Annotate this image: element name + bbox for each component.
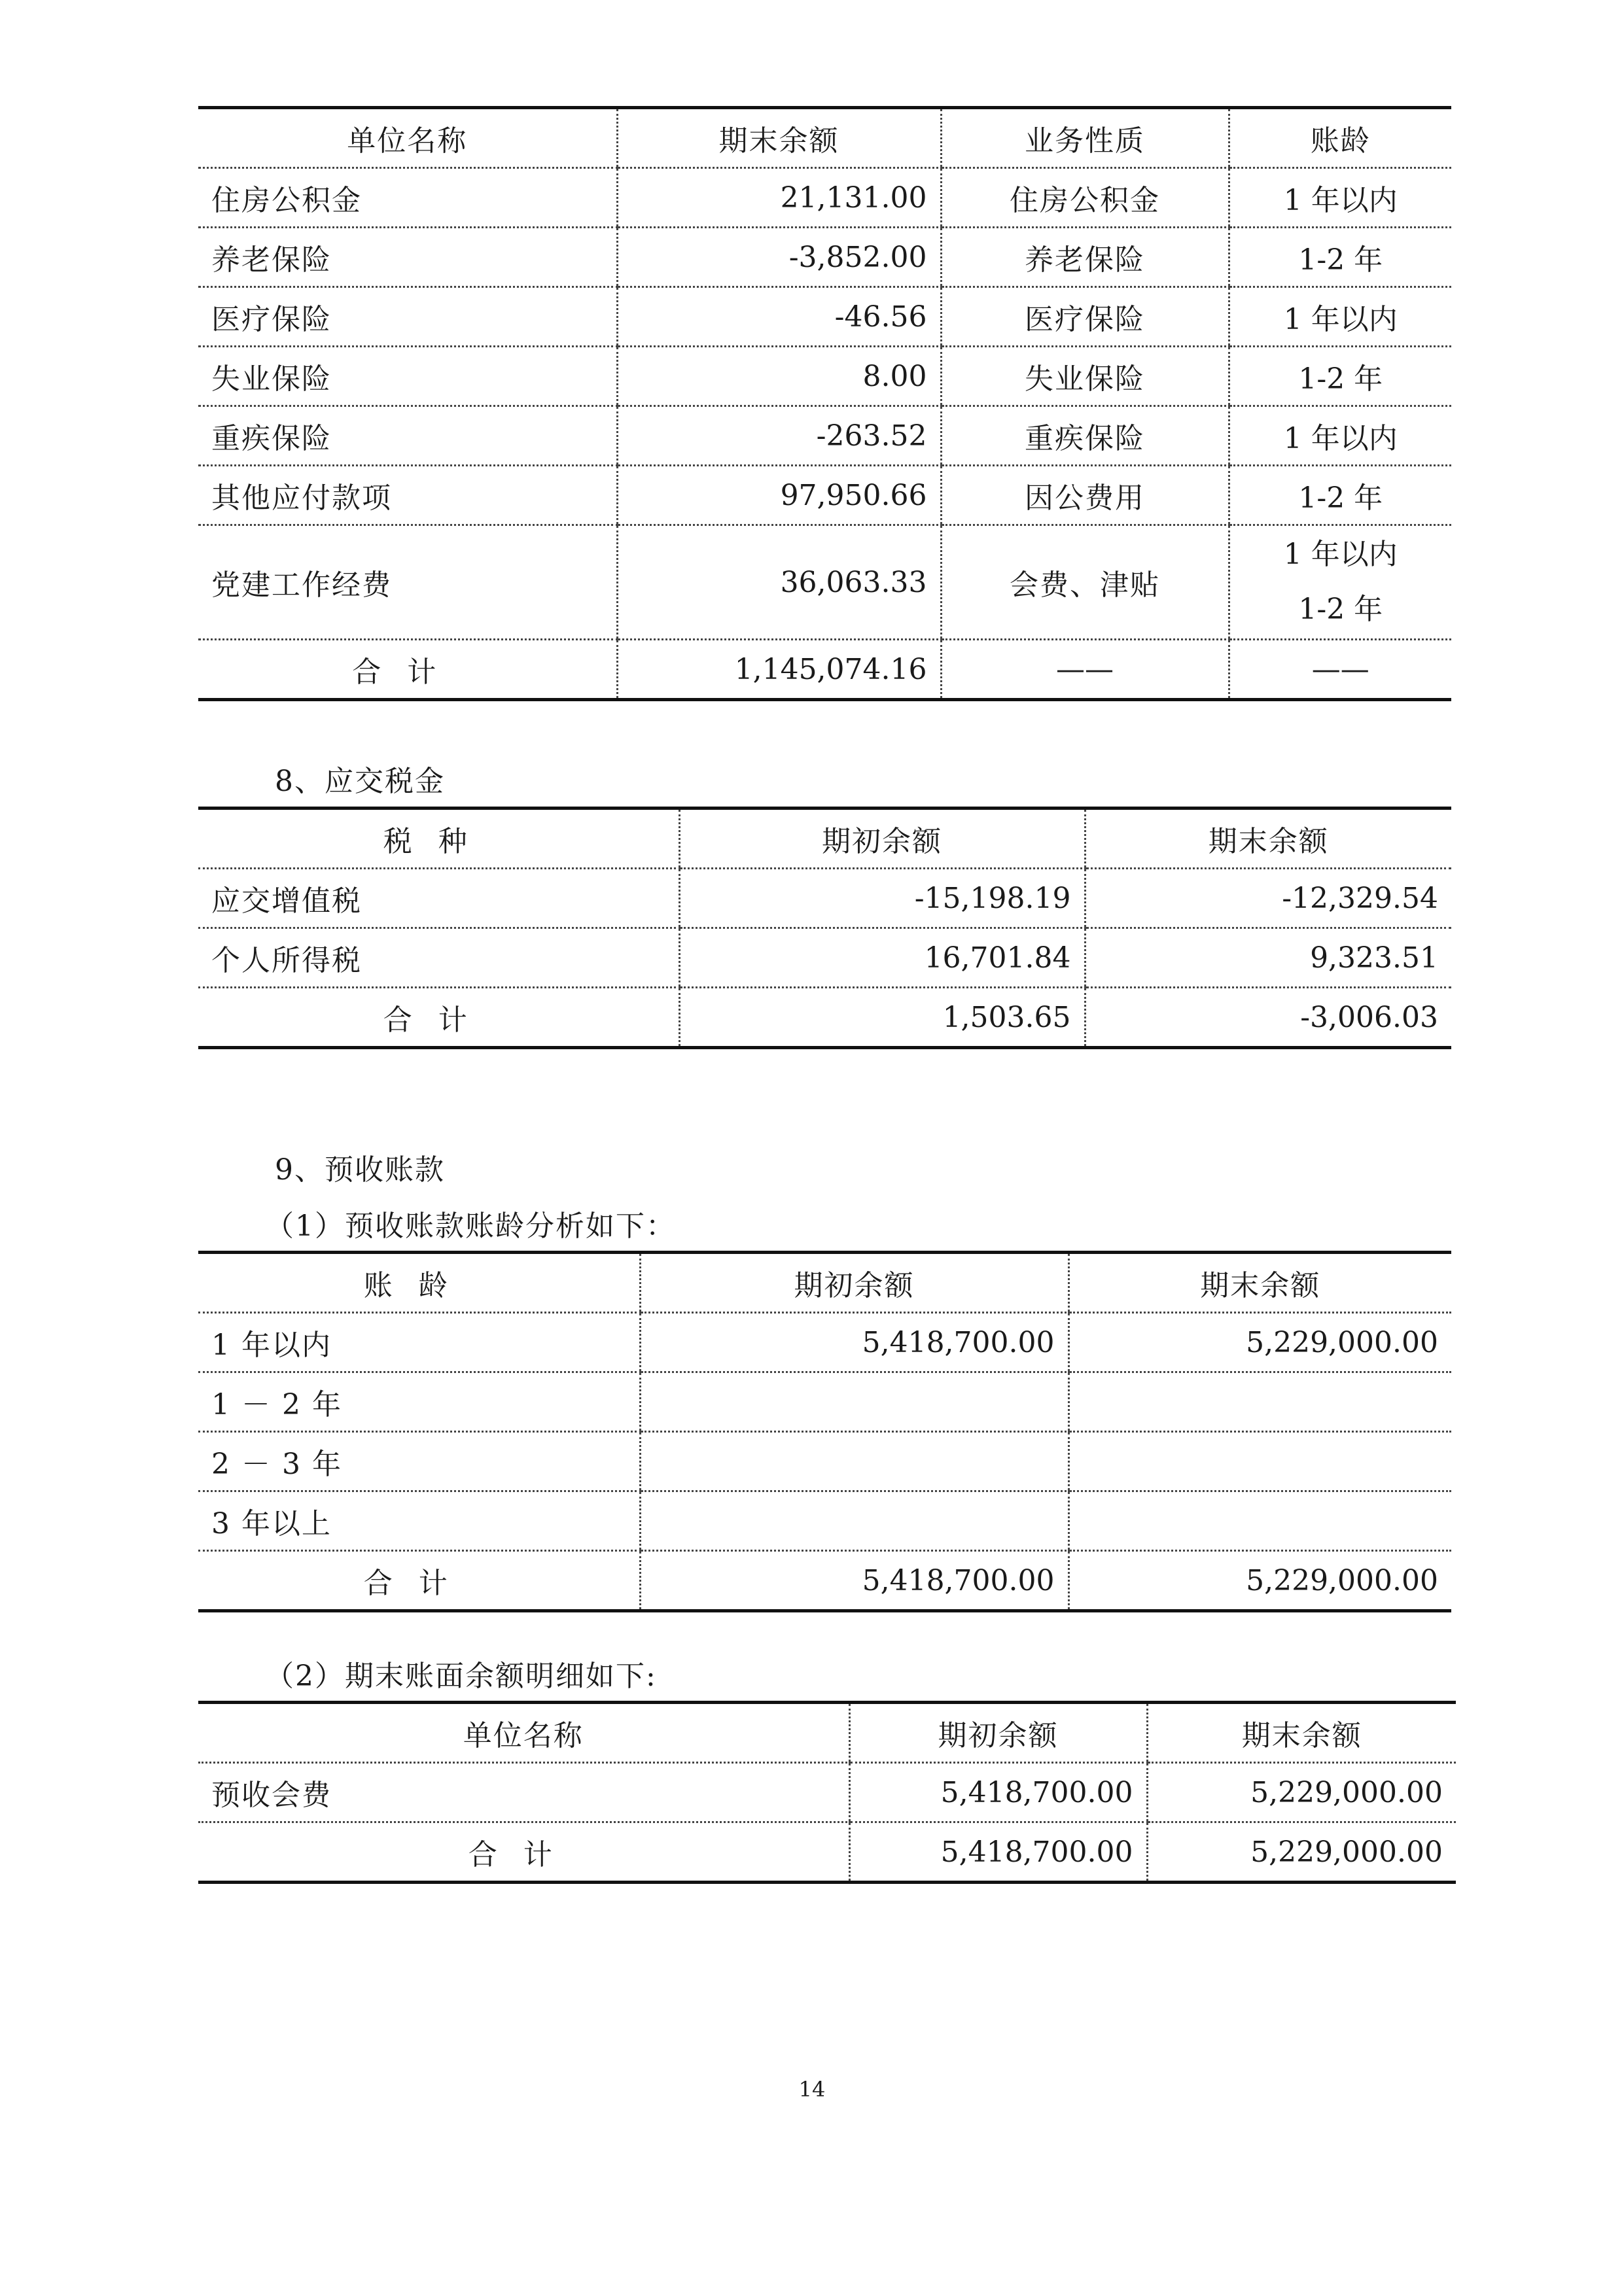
- subsection-heading: （2）期末账面余额明细如下:: [265, 1660, 657, 1693]
- column-header: 单位名称: [198, 108, 617, 168]
- nature-cell: 重疾保险: [941, 406, 1229, 466]
- nature-cell: 医疗保险: [941, 287, 1229, 347]
- unit-name-cell: 失业保险: [198, 347, 617, 406]
- table-row: [198, 168, 1451, 228]
- section-heading: 8、应交税金: [275, 765, 445, 798]
- total-row: [198, 1822, 1456, 1883]
- total-label: 合计: [198, 1551, 640, 1611]
- table-row: [198, 869, 1451, 928]
- total-label: 合计: [198, 988, 679, 1048]
- table-row: [198, 1491, 1451, 1551]
- end-balance-cell: 5,229,000.00: [1068, 1313, 1451, 1372]
- age-cell: 1-2 年: [1229, 466, 1451, 525]
- unit-name-cell: 重疾保险: [198, 406, 617, 466]
- total-row: [198, 1551, 1451, 1611]
- age-cell: 3 年以上: [198, 1491, 640, 1551]
- table-row: [198, 1372, 1451, 1432]
- payables-table: [198, 106, 1451, 701]
- age-cell: 1 年以内: [1229, 287, 1451, 347]
- column-header: 期末余额: [1085, 809, 1451, 869]
- unit-name-cell: 养老保险: [198, 228, 617, 287]
- column-header: 期末余额: [1068, 1253, 1451, 1313]
- column-header: 期初余额: [640, 1253, 1068, 1313]
- end-balance-cell: [1068, 1491, 1451, 1551]
- balance-cell: 36,063.33: [617, 525, 941, 640]
- unit-name-cell: 其他应付款项: [198, 466, 617, 525]
- balance-cell: -46.56: [617, 287, 941, 347]
- end-balance-cell: 5,229,000.00: [1147, 1763, 1456, 1822]
- unit-name-cell: 医疗保险: [198, 287, 617, 347]
- column-header: 期末余额: [1147, 1703, 1456, 1763]
- table-row: [198, 406, 1451, 466]
- advance-receipts-detail-table: [198, 1701, 1456, 1884]
- tax-type-cell: 个人所得税: [198, 928, 679, 988]
- total-begin: 1,503.65: [679, 988, 1085, 1048]
- total-row: [198, 640, 1451, 700]
- total-label: 合计: [198, 1822, 849, 1883]
- column-header: 账龄: [198, 1253, 640, 1313]
- total-end: 5,229,000.00: [1068, 1551, 1451, 1611]
- table-row: [198, 347, 1451, 406]
- column-header: 单位名称: [198, 1703, 849, 1763]
- nature-cell: 住房公积金: [941, 168, 1229, 228]
- column-header: 期末余额: [617, 108, 941, 168]
- tax-type-cell: 应交增值税: [198, 869, 679, 928]
- table-header-row: [198, 1703, 1456, 1763]
- age-cell: 1 － 2 年: [198, 1372, 640, 1432]
- column-header: 账龄: [1229, 108, 1451, 168]
- begin-balance-cell: -15,198.19: [679, 869, 1085, 928]
- end-balance-cell: [1068, 1372, 1451, 1432]
- total-begin: 5,418,700.00: [640, 1551, 1068, 1611]
- column-header: 税种: [198, 809, 679, 869]
- begin-balance-cell: 5,418,700.00: [849, 1763, 1147, 1822]
- table-row: [198, 1313, 1451, 1372]
- balance-cell: 21,131.00: [617, 168, 941, 228]
- table-row: [198, 525, 1451, 640]
- age-line: 1 年以内: [1283, 538, 1398, 571]
- total-label: 合计: [198, 640, 617, 700]
- nature-cell: 养老保险: [941, 228, 1229, 287]
- begin-balance-cell: 16,701.84: [679, 928, 1085, 988]
- total-begin: 5,418,700.00: [849, 1822, 1147, 1883]
- subsection-heading: （1）预收账款账龄分析如下：: [265, 1209, 676, 1243]
- table-header-row: [198, 809, 1451, 869]
- age-cell: 1 年以内: [198, 1313, 640, 1372]
- total-row: [198, 988, 1451, 1048]
- total-balance: 1,145,074.16: [617, 640, 941, 700]
- tax-payable-table: [198, 807, 1451, 1049]
- column-header: 期初余额: [849, 1703, 1147, 1763]
- column-header: 期初余额: [679, 809, 1085, 869]
- table-row: [198, 1432, 1451, 1491]
- total-end: -3,006.03: [1085, 988, 1451, 1048]
- table-row: [198, 928, 1451, 988]
- nature-cell: 因公费用: [941, 466, 1229, 525]
- table-row: [198, 287, 1451, 347]
- age-cell: 1-2 年: [1229, 228, 1451, 287]
- begin-balance-cell: [640, 1432, 1068, 1491]
- balance-cell: 8.00: [617, 347, 941, 406]
- begin-balance-cell: [640, 1491, 1068, 1551]
- unit-name-cell: 预收会费: [198, 1763, 849, 1822]
- balance-cell: 97,950.66: [617, 466, 941, 525]
- total-end: 5,229,000.00: [1147, 1822, 1456, 1883]
- unit-name-cell: 党建工作经费: [198, 525, 617, 640]
- table-row: [198, 1763, 1456, 1822]
- age-cell: 1-2 年: [1229, 347, 1451, 406]
- unit-name-cell: 住房公积金: [198, 168, 617, 228]
- total-age: ——: [1229, 640, 1451, 700]
- table-row: [198, 228, 1451, 287]
- balance-cell: -3,852.00: [617, 228, 941, 287]
- balance-cell: -263.52: [617, 406, 941, 466]
- table-header-row: [198, 108, 1451, 168]
- column-header: 业务性质: [941, 108, 1229, 168]
- section-heading: 9、预收账款: [275, 1153, 445, 1187]
- nature-cell: 失业保险: [941, 347, 1229, 406]
- begin-balance-cell: 5,418,700.00: [640, 1313, 1068, 1372]
- end-balance-cell: -12,329.54: [1085, 869, 1451, 928]
- end-balance-cell: 9,323.51: [1085, 928, 1451, 988]
- age-line: 1-2 年: [1298, 593, 1383, 626]
- table-row: [198, 466, 1451, 525]
- age-cell: 1 年以内: [1229, 406, 1451, 466]
- age-cell: 2 － 3 年: [198, 1432, 640, 1491]
- total-nature: ——: [941, 640, 1229, 700]
- age-cell: 1 年以内: [1229, 168, 1451, 228]
- age-cell: [1229, 525, 1451, 640]
- end-balance-cell: [1068, 1432, 1451, 1491]
- nature-cell: 会费、津贴: [941, 525, 1229, 640]
- begin-balance-cell: [640, 1372, 1068, 1432]
- table-header-row: [198, 1253, 1451, 1313]
- advance-receipts-aging-table: [198, 1251, 1451, 1612]
- page-number: 14: [798, 2077, 826, 2102]
